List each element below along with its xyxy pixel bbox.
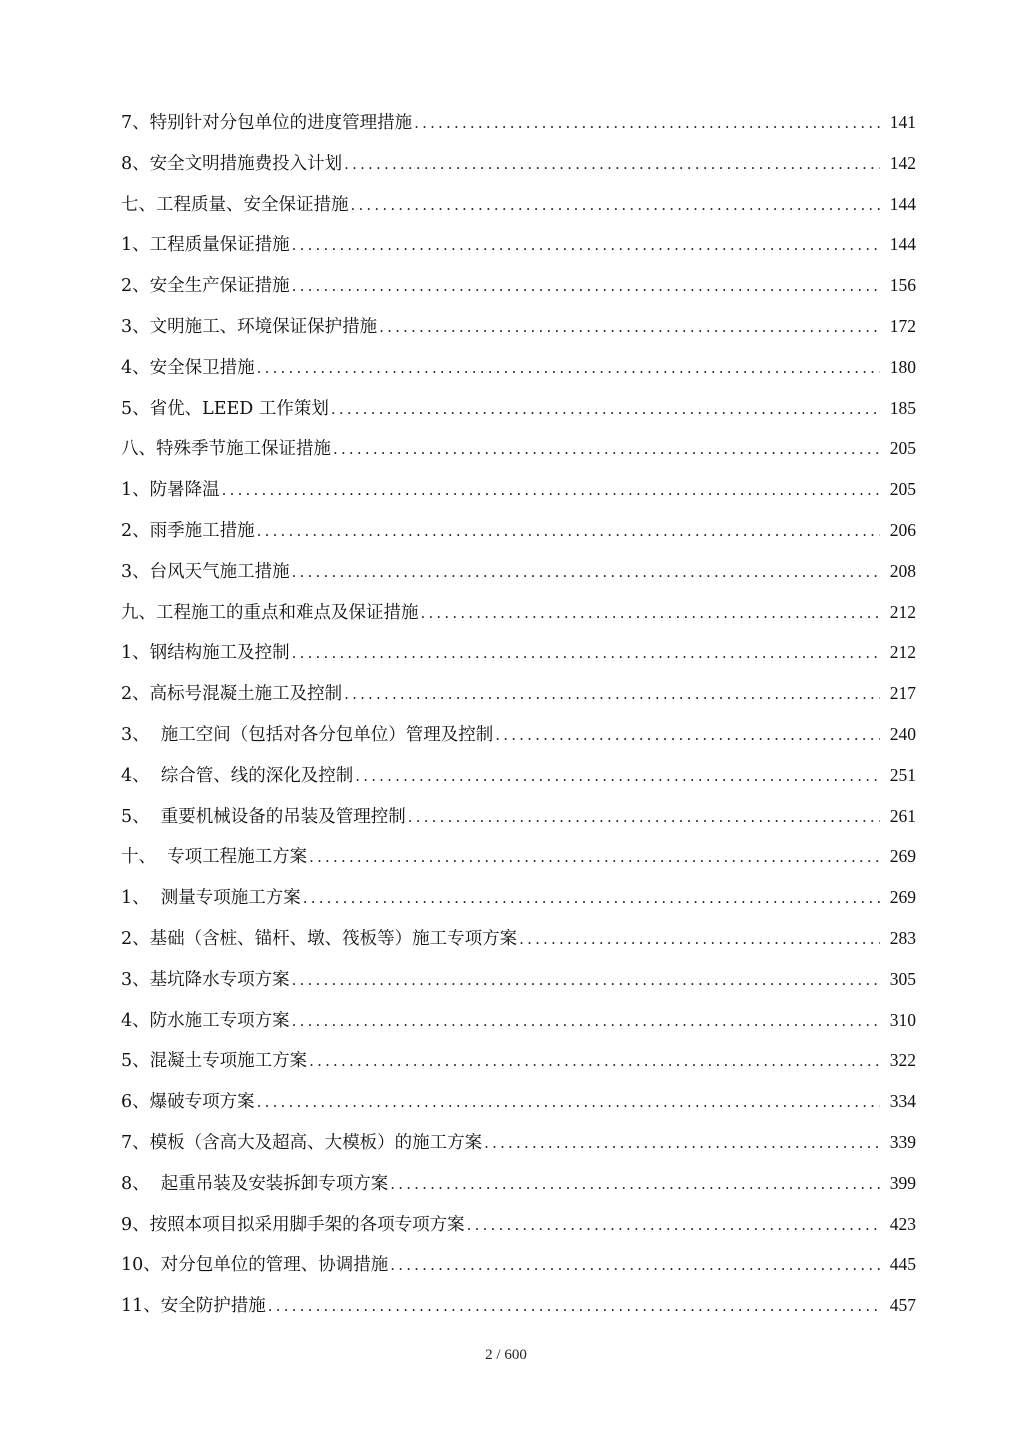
toc-entry-title: 5、 重要机械设备的吊装及管理控制: [121, 806, 406, 827]
page-number-footer: 2 / 600: [485, 1347, 527, 1363]
toc-entry-title: 7、模板（含高大及超高、大模板）的施工方案: [121, 1132, 483, 1153]
toc-entry-title: 5、混凝土专项施工方案: [121, 1051, 308, 1072]
toc-entry[interactable]: [121, 1163, 916, 1204]
toc-entry-title: 9、按照本项目拟采用脚手架的各项专项方案: [121, 1214, 465, 1235]
toc-entry-title: 10、对分包单位的管理、协调措施: [121, 1255, 389, 1276]
toc-entry-page-number: 172: [889, 315, 916, 336]
toc-entry-page-number: 144: [889, 193, 916, 214]
toc-entry[interactable]: [121, 347, 916, 388]
toc-entry[interactable]: [121, 102, 916, 143]
toc-entry-page-number: 399: [889, 1172, 916, 1193]
toc-entry[interactable]: [121, 143, 916, 184]
toc-dot-leader: [519, 919, 880, 960]
toc-entry[interactable]: [121, 1000, 916, 1041]
toc-entry[interactable]: [121, 1122, 916, 1163]
toc-dot-leader: [355, 756, 880, 797]
toc-entry-page-number: 423: [889, 1213, 916, 1234]
toc-entry-title: 八、特殊季节施工保证措施: [121, 439, 331, 460]
toc-dot-leader: [390, 1245, 880, 1286]
toc-entry-title: 4、防水施工专项方案: [121, 1010, 290, 1031]
toc-entry-page-number: 205: [889, 479, 916, 500]
toc-entry[interactable]: [121, 551, 916, 592]
toc-entry-title: 1、 测量专项施工方案: [121, 888, 301, 909]
toc-dot-leader: [292, 633, 880, 674]
toc-entry[interactable]: [121, 755, 916, 796]
toc-entry[interactable]: [121, 469, 916, 510]
toc-entry-page-number: 269: [889, 846, 916, 867]
toc-entry-page-number: 142: [889, 152, 916, 173]
toc-entry-title: 3、基坑降水专项方案: [121, 969, 290, 990]
toc-entry-page-number: 251: [889, 764, 916, 785]
toc-entry-title: 1、防暑降温: [121, 480, 220, 501]
toc-entry[interactable]: [121, 1244, 916, 1285]
toc-dot-leader: [292, 225, 880, 266]
toc-entry[interactable]: [121, 877, 916, 918]
toc-dot-leader: [344, 674, 880, 715]
toc-entry-title: 8、 起重吊装及安装拆卸专项方案: [121, 1173, 389, 1194]
toc-entry[interactable]: [121, 1081, 916, 1122]
toc-entry-page-number: 283: [889, 927, 916, 948]
toc-entry-page-number: 310: [889, 1009, 916, 1030]
toc-entry[interactable]: [121, 265, 916, 306]
toc-dot-leader: [414, 103, 880, 144]
toc-entry-page-number: 212: [889, 601, 916, 622]
toc-dot-leader: [344, 144, 880, 185]
toc-entry-title: 2、安全生产保证措施: [121, 276, 290, 297]
toc-entry[interactable]: [121, 428, 916, 469]
toc-dot-leader: [268, 1286, 880, 1327]
toc-dot-leader: [292, 266, 880, 307]
toc-entry-page-number: 240: [889, 723, 916, 744]
toc-entry-title: 5、省优、LEED 工作策划: [121, 398, 329, 419]
toc-dot-leader: [390, 1164, 880, 1205]
toc-entry[interactable]: [121, 959, 916, 1000]
toc-dot-leader: [467, 1205, 880, 1246]
toc-entry[interactable]: [121, 306, 916, 347]
toc-entry-page-number: 457: [889, 1295, 916, 1316]
toc-dot-leader: [484, 1123, 880, 1164]
toc-dot-leader: [333, 429, 880, 470]
toc-entry-title: 2、基础（含桩、锚杆、墩、筏板等）施工专项方案: [121, 928, 518, 949]
toc-entry[interactable]: [121, 1204, 916, 1245]
toc-entry-page-number: 445: [889, 1254, 916, 1275]
toc-entry-title: 3、 施工空间（包括对各分包单位）管理及控制: [121, 724, 494, 745]
toc-entry-title: 6、爆破专项方案: [121, 1092, 255, 1113]
toc-entry[interactable]: [121, 796, 916, 837]
toc-dot-leader: [292, 552, 880, 593]
toc-entry-title: 11、安全防护措施: [121, 1296, 266, 1317]
toc-entry-title: 1、工程质量保证措施: [121, 235, 290, 256]
toc-entry-title: 十、 专项工程施工方案: [121, 847, 308, 868]
toc-entry-page-number: 141: [889, 112, 916, 132]
toc-dot-leader: [331, 389, 880, 430]
toc-entry-page-number: 261: [889, 805, 916, 826]
toc-entry-title: 2、高标号混凝土施工及控制: [121, 684, 343, 705]
toc-entry-page-number: 144: [889, 234, 916, 255]
toc-entry[interactable]: [121, 592, 916, 633]
toc-dot-leader: [495, 715, 880, 756]
toc-entry[interactable]: [121, 1040, 916, 1081]
toc-entry-title: 4、安全保卫措施: [121, 357, 255, 378]
toc-dot-leader: [257, 348, 880, 389]
toc-entry-page-number: 305: [889, 968, 916, 989]
toc-entry-page-number: 185: [889, 397, 916, 418]
toc-entry-title: 七、工程质量、安全保证措施: [121, 194, 349, 215]
toc-dot-leader: [421, 593, 881, 634]
toc-entry[interactable]: [121, 714, 916, 755]
toc-dot-leader: [408, 797, 880, 838]
toc-entry-page-number: 208: [889, 560, 916, 581]
toc-entry[interactable]: [121, 632, 916, 673]
toc-dot-leader: [309, 837, 880, 878]
toc-entry[interactable]: [121, 673, 916, 714]
toc-entry-page-number: 334: [889, 1091, 916, 1112]
toc-entry-title: 3、台风天气施工措施: [121, 561, 290, 582]
toc-entry-title: 九、工程施工的重点和难点及保证措施: [121, 602, 419, 623]
toc-entry-page-number: 206: [889, 519, 916, 540]
toc-dot-leader: [303, 878, 880, 919]
toc-entry-page-number: 180: [889, 356, 916, 377]
toc-entry-title: 1、钢结构施工及控制: [121, 643, 290, 664]
toc-entry-page-number: 205: [889, 438, 916, 459]
toc-entry-page-number: 212: [889, 642, 916, 663]
toc-entry-page-number: 269: [889, 887, 916, 908]
toc-dot-leader: [379, 307, 880, 348]
toc-entry-title: 3、文明施工、环境保证保护措施: [121, 316, 378, 337]
toc-dot-leader: [351, 185, 881, 226]
toc-entry[interactable]: [121, 510, 916, 551]
toc-entry[interactable]: [121, 836, 916, 877]
toc-entry[interactable]: [121, 388, 916, 429]
toc-entry[interactable]: [121, 184, 916, 225]
toc-dot-leader: [257, 1082, 880, 1123]
toc-entry-page-number: 217: [889, 683, 916, 704]
toc-dot-leader: [309, 1041, 880, 1082]
toc-entry-page-number: 322: [889, 1050, 916, 1071]
toc-dot-leader: [257, 511, 880, 552]
toc-entry-page-number: 339: [889, 1131, 916, 1152]
toc-entry-title: 7、特别针对分包单位的进度管理措施: [121, 113, 413, 133]
toc-dot-leader: [222, 470, 880, 511]
toc-entry[interactable]: [121, 918, 916, 959]
toc-entry-title: 2、雨季施工措施: [121, 520, 255, 541]
toc-dot-leader: [292, 960, 880, 1001]
toc-entry[interactable]: [121, 1285, 916, 1326]
table-of-contents: [121, 102, 916, 1326]
toc-entry[interactable]: [121, 224, 916, 265]
toc-entry-title: 4、 综合管、线的深化及控制: [121, 765, 354, 786]
toc-entry-page-number: 156: [889, 275, 916, 296]
toc-entry-title: 8、安全文明措施费投入计划: [121, 153, 343, 174]
toc-dot-leader: [292, 1001, 880, 1042]
